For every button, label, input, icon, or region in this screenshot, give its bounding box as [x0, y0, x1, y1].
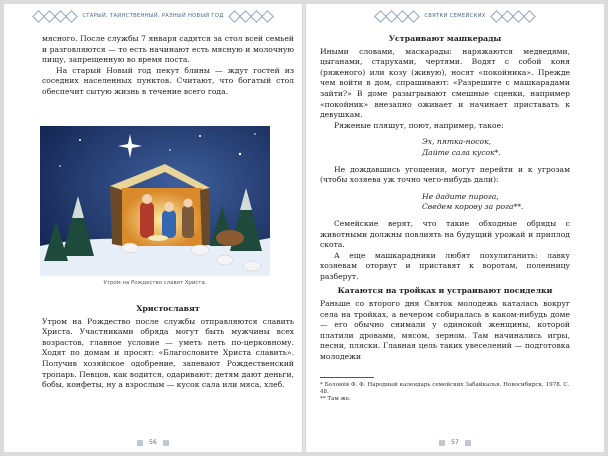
left-running-head — [4, 10, 302, 22]
paragraph: мясного. После службы 7 января садятся за стол всей семьей и разговляются — то есть начинают есть мясную и молочную пищу, запрещенную во время поста. — [42, 34, 294, 65]
verse-line: Дайте сала кусок*. — [422, 147, 501, 157]
footnote: ** Там же. — [320, 396, 351, 403]
ornament-icon — [376, 12, 418, 21]
section-heading: Катаются на тройках и устраивают посиделки — [337, 286, 553, 296]
figure-caption: Утром на Рождество славят Христа. — [103, 280, 207, 286]
right-text — [320, 30, 570, 404]
page-number-ornament-icon — [439, 440, 445, 446]
verse-line: Эх, пятка-носок, — [422, 137, 492, 147]
paragraph: Не дождавшись угощения, могут перейти и к угрозам (чтобы хозяева уж точно чего-нибудь дали): — [320, 164, 570, 185]
ornament-icon — [34, 12, 76, 21]
page-number-ornament-icon — [465, 440, 471, 446]
paragraph: Утром на Рождество после службы отправляются славить Христа. Участниками обряда могут быть мужчины всех возрастов, главное условие — уметь петь по-церковному. Ходят по домам и просят: «Благословите Христа славить». Получив хозяйское одобрение, запевают Рождественский тропарь. Певцов, как водится, одаривают: детям дают деньги, бобы, конфеты, ну а взрослым — кусок сала или мяса, хлеб. — [42, 316, 294, 390]
section-heading: Устраивают машкерады — [388, 34, 502, 43]
left-text-top — [42, 34, 294, 98]
running-head-text: СВЯТКИ СЕМЕЙСКИХ — [424, 13, 486, 19]
nativity-scene-image — [40, 126, 270, 276]
page-number-text: 56 — [149, 439, 157, 446]
footnote: * Болонёв Ф. Ф. Народный календарь семейских Забайкалья. Новосибирск, 1978. С. 48. — [320, 381, 570, 396]
page-number-ornament-icon — [163, 440, 169, 446]
right-running-head — [306, 10, 604, 22]
ornament-icon — [230, 12, 272, 21]
verse-line: Не дадите пирога, — [422, 191, 499, 201]
footnote-rule — [320, 377, 374, 378]
paragraph: Семейские верят, что такие обходные обряды с животными должны повлиять на будущий урожай и приплод скота. — [320, 218, 570, 250]
verse — [320, 192, 570, 213]
paragraph: Ряженые пляшут, поют, например, такое: — [334, 120, 504, 130]
verse-line: Сведем корову за рога**. — [422, 202, 524, 212]
left-text-bottom — [42, 300, 294, 391]
page-number — [4, 439, 302, 446]
paragraph: А еще машкарадники любят похулиганить: лавку хозяевам оторвут и приставят к воротам, поленницу разберут. — [320, 250, 570, 281]
page-number-text: 57 — [451, 439, 459, 446]
nativity-illustration — [40, 126, 270, 276]
verse — [320, 137, 570, 158]
page-number — [306, 439, 604, 446]
section-heading: Христославят — [136, 304, 200, 313]
paragraph: Раньше со второго дня Святок молодежь каталась вокруг села на тройках, а вечером собиралась в каком-нибудь доме — его обычно снимали у одинокой женщины, которой платили дровами, мясом, зерном. Там начинались игры, песни, пляски. Главная цель таких увеселений — подготовка молодежи — [320, 299, 570, 362]
ornament-icon — [492, 12, 534, 21]
paragraph: На старый Новый год пекут блины — ждут гостей из соседних населенных пунктов. Считают, что богатый стол обеспечит сытую жизнь в течение всего года. — [42, 65, 294, 96]
running-head-text: СТАРЫЙ, ТАИНСТВЕННЫЙ, РАЗНЫЙ НОВЫЙ ГОД — [82, 13, 224, 19]
page-number-ornament-icon — [137, 440, 143, 446]
left-page — [4, 4, 302, 452]
right-page — [306, 4, 604, 452]
paragraph: Иными словами, маскарады: наряжаются медведями, цыганами, старухами, чертями. Водят с собой коня (ряженого) или козу (живую), носят «покойника». Прежде чем войти в дом, спрашивают: «Разрешите с машкарадами зайти?» В доме разыгрывают смешные сценки, например «покойник» внезапно оживает и начинает приставать к девушкам. — [320, 46, 570, 120]
